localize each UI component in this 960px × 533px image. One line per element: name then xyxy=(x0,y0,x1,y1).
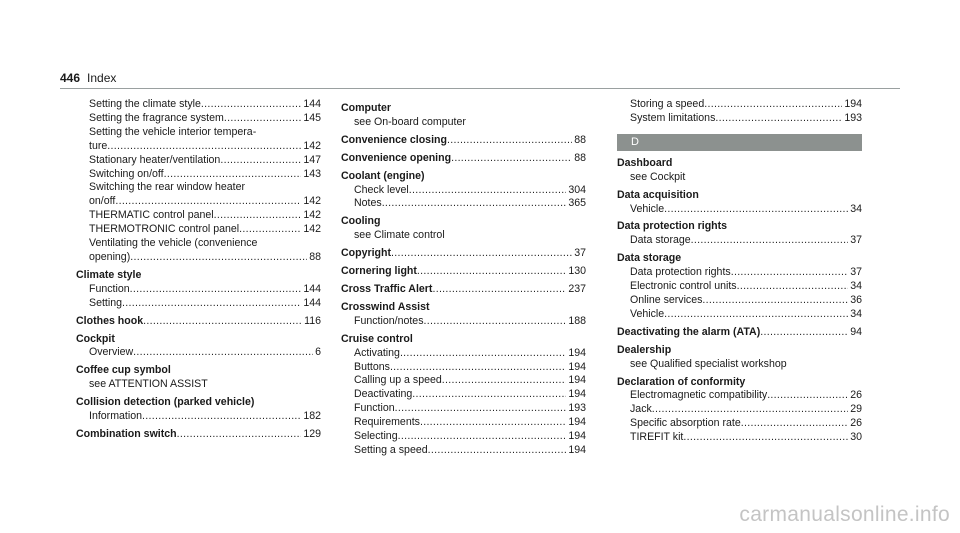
index-subentry xyxy=(341,416,586,430)
index-subentry xyxy=(76,410,321,424)
index-entry-convenience-closing[interactable] xyxy=(341,134,586,148)
page-ref: 304 xyxy=(568,183,586,196)
leader-dots xyxy=(760,326,848,340)
index-subentry[interactable] xyxy=(76,126,321,140)
index-entry-dashboard[interactable] xyxy=(617,157,862,185)
index-subentry-text: Information xyxy=(89,410,142,423)
page-ref: 194 xyxy=(568,374,586,387)
index-subentry-text: Ventilating the vehicle (convenience xyxy=(89,237,258,250)
index-subentry-text: Function/notes xyxy=(354,314,424,327)
index-subentry-text: Data protection rights xyxy=(630,266,731,279)
index-heading-text: Dealership xyxy=(617,343,672,356)
page-ref: 34 xyxy=(850,280,862,293)
index-subentry-text: see Cockpit xyxy=(630,170,686,183)
index-entry-collision[interactable] xyxy=(76,396,321,424)
leader-dots xyxy=(767,389,848,403)
index-continuation xyxy=(76,98,321,265)
index-subentry-text: Notes xyxy=(354,197,382,210)
leader-dots xyxy=(142,410,301,424)
index-subentry[interactable] xyxy=(617,98,862,112)
leader-dots xyxy=(664,203,848,217)
index-heading-text: Deactivating the alarm (ATA) xyxy=(617,325,761,338)
index-heading xyxy=(341,333,586,347)
index-heading-text: Convenience closing xyxy=(341,133,447,146)
page-ref: 144 xyxy=(303,282,321,295)
leader-dots xyxy=(704,98,842,112)
index-subentry-text: THERMATIC control panel xyxy=(89,209,214,222)
index-heading xyxy=(76,364,321,378)
page-ref: 182 xyxy=(303,410,321,423)
index-subentry xyxy=(617,417,862,431)
index-heading xyxy=(341,170,586,184)
page-ref: 6 xyxy=(315,346,321,359)
page-ref: 365 xyxy=(568,197,586,210)
page-ref: 129 xyxy=(303,427,321,440)
leader-dots xyxy=(164,168,302,182)
index-heading-text: Coolant (engine) xyxy=(341,169,425,182)
index-subentry-text: Vehicle xyxy=(630,202,665,215)
page-ref: 193 xyxy=(568,402,586,415)
index-heading-text: Climate style xyxy=(76,268,142,281)
index-subentry xyxy=(617,234,862,248)
leader-dots xyxy=(741,417,848,431)
index-subentry-text: Specific absorption rate xyxy=(630,417,741,430)
leader-dots xyxy=(683,431,848,445)
index-subentry xyxy=(617,203,862,217)
index-subentry-text: Jack xyxy=(630,403,652,416)
index-subentry-text: Data storage xyxy=(630,234,691,247)
index-entry-dealership[interactable] xyxy=(617,344,862,372)
index-heading-text: Cooling xyxy=(341,215,381,228)
index-heading xyxy=(617,344,862,358)
leader-dots xyxy=(177,428,302,442)
index-subentry-text: Switching on/off xyxy=(89,167,164,180)
index-heading-text: Cockpit xyxy=(76,332,115,345)
index-subentry[interactable] xyxy=(76,112,321,126)
index-subentry xyxy=(341,197,586,211)
index-entry-deactivating-alarm[interactable] xyxy=(617,326,862,340)
leader-dots xyxy=(391,247,572,261)
index-entry-cruise[interactable] xyxy=(341,333,586,458)
index-subentry[interactable] xyxy=(76,251,321,265)
page-ref: 194 xyxy=(568,360,586,373)
index-heading-text: Data storage xyxy=(617,252,682,265)
page-ref: 36 xyxy=(850,293,862,306)
page-header xyxy=(60,71,116,85)
index-heading xyxy=(341,102,586,116)
leader-dots xyxy=(400,347,566,361)
page-ref: 193 xyxy=(844,111,862,124)
index-subentry-text: Electromagnetic compatibility xyxy=(630,389,768,402)
index-subentry xyxy=(341,388,586,402)
leader-dots xyxy=(432,283,566,297)
index-subentry-text: Switching the rear window heater xyxy=(89,181,246,194)
page-ref: 142 xyxy=(303,139,321,152)
index-heading xyxy=(617,326,862,340)
index-subentry xyxy=(617,308,862,322)
index-subentry-text: System limitations xyxy=(630,111,716,124)
index-continuation xyxy=(617,98,862,126)
index-heading xyxy=(341,247,586,261)
index-entry-cockpit[interactable] xyxy=(76,333,321,361)
index-subentry xyxy=(617,294,862,308)
index-heading-text: Copyright xyxy=(341,247,392,260)
page-ref: 37 xyxy=(850,234,862,247)
leader-dots xyxy=(398,430,567,444)
index-column-1 xyxy=(76,98,321,446)
index-heading xyxy=(341,301,586,315)
index-heading xyxy=(341,134,586,148)
index-subentry xyxy=(341,361,586,375)
index-subentry[interactable] xyxy=(76,223,321,237)
page-ref: 194 xyxy=(568,346,586,359)
index-subentry xyxy=(341,430,586,444)
index-entry-coffee-cup[interactable] xyxy=(76,364,321,392)
index-subentry-text: Activating xyxy=(354,346,400,359)
index-subentry xyxy=(76,297,321,311)
index-subentry xyxy=(341,347,586,361)
index-heading-text: Declaration of conformity xyxy=(617,375,746,388)
leader-dots xyxy=(143,315,302,329)
index-subentry xyxy=(76,346,321,360)
page-ref: 194 xyxy=(568,443,586,456)
index-heading-text: Collision detection (parked vehicle) xyxy=(76,396,255,409)
index-subentry xyxy=(76,378,321,392)
index-entry-cross-traffic[interactable] xyxy=(341,283,586,297)
index-entry-declaration[interactable] xyxy=(617,376,862,446)
page-number: 446 xyxy=(60,71,81,85)
index-heading-text: Crosswind Assist xyxy=(341,300,430,313)
index-subentry-text: Setting the vehicle interior tempera- xyxy=(89,125,257,138)
page-ref: 188 xyxy=(568,314,586,327)
index-heading-text: Clothes hook xyxy=(76,314,144,327)
page-ref: 142 xyxy=(303,195,321,208)
index-subentry xyxy=(617,389,862,403)
page-ref: 194 xyxy=(568,388,586,401)
page-ref: 144 xyxy=(303,98,321,110)
index-subentry-text: Electronic control units xyxy=(630,280,737,293)
page-title: Index xyxy=(87,71,117,85)
page-ref: 34 xyxy=(850,202,862,215)
index-subentry-text: THERMOTRONIC control panel xyxy=(89,223,240,236)
leader-dots xyxy=(130,251,307,265)
leader-dots xyxy=(395,402,567,416)
index-entry-data-storage[interactable] xyxy=(617,252,862,322)
leader-dots xyxy=(731,266,849,280)
index-subentry-text: opening) xyxy=(89,250,131,263)
leader-dots xyxy=(451,152,572,166)
page-ref: 194 xyxy=(844,98,862,110)
leader-dots xyxy=(691,234,849,248)
index-subentry-text: Online services xyxy=(630,293,703,306)
index-heading xyxy=(76,315,321,329)
index-heading xyxy=(341,152,586,166)
index-heading xyxy=(341,265,586,279)
index-heading xyxy=(617,252,862,266)
leader-dots xyxy=(239,223,301,237)
page-ref: 142 xyxy=(303,223,321,236)
index-subentry[interactable] xyxy=(76,154,321,168)
index-subentry-text: Stationary heater/ventilation xyxy=(89,153,221,166)
leader-dots xyxy=(715,112,842,126)
index-subentry[interactable] xyxy=(76,237,321,251)
index-subentry-text: Function xyxy=(89,282,130,295)
page-ref: 144 xyxy=(303,296,321,309)
leader-dots xyxy=(737,280,849,294)
index-heading xyxy=(341,283,586,297)
index-entry-cooling[interactable] xyxy=(341,215,586,243)
index-subentry[interactable] xyxy=(76,209,321,223)
index-entry-combination-switch[interactable] xyxy=(76,428,321,442)
index-heading xyxy=(341,215,586,229)
index-subentry-text: on/off xyxy=(89,195,116,208)
index-subentry-text: Storing a speed xyxy=(630,98,705,110)
leader-dots xyxy=(220,154,301,168)
leader-dots xyxy=(382,197,567,211)
leader-dots xyxy=(412,388,566,402)
index-entry-computer[interactable] xyxy=(341,102,586,130)
leader-dots xyxy=(409,184,567,198)
section-letter-d: D xyxy=(617,134,862,151)
leader-dots xyxy=(107,140,301,154)
index-heading xyxy=(76,269,321,283)
index-subentry xyxy=(617,431,862,445)
index-subentry[interactable] xyxy=(76,181,321,195)
index-subentry xyxy=(76,283,321,297)
index-subentry-text: ture xyxy=(89,139,108,152)
index-subentry-text: Vehicle xyxy=(630,307,665,320)
index-subentry-text: Selecting xyxy=(354,430,398,443)
index-entry-convenience-opening[interactable] xyxy=(341,152,586,166)
leader-dots xyxy=(201,98,301,112)
index-subentry xyxy=(341,444,586,458)
leader-dots xyxy=(447,134,572,148)
page-ref: 142 xyxy=(303,209,321,222)
index-subentry xyxy=(341,315,586,329)
index-entry-copyright[interactable] xyxy=(341,247,586,261)
index-subentry-text: Deactivating xyxy=(354,388,413,401)
index-subentry-text: Setting xyxy=(89,296,122,309)
index-heading-text: Data protection rights xyxy=(617,220,728,233)
index-entry-crosswind[interactable] xyxy=(341,301,586,329)
leader-dots xyxy=(133,346,313,360)
leader-dots xyxy=(442,374,567,388)
index-subentry-text: see ATTENTION ASSIST xyxy=(89,378,208,391)
index-heading xyxy=(617,157,862,171)
page-ref: 194 xyxy=(568,416,586,429)
leader-dots xyxy=(115,195,301,209)
index-subentry[interactable] xyxy=(76,168,321,182)
index-subentry[interactable] xyxy=(76,140,321,154)
index-subentry-text: TIREFIT kit xyxy=(630,431,684,444)
leader-dots xyxy=(424,315,567,329)
page-ref: 88 xyxy=(574,151,586,164)
index-heading xyxy=(76,396,321,410)
index-subentry-text: see Climate control xyxy=(354,229,445,242)
leader-dots xyxy=(122,297,301,311)
index-entry-data-acquisition[interactable] xyxy=(617,189,862,217)
leader-dots xyxy=(652,403,848,417)
index-entry-coolant[interactable] xyxy=(341,170,586,212)
leader-dots xyxy=(664,308,848,322)
leader-dots xyxy=(130,283,302,297)
page-ref: 88 xyxy=(309,250,321,263)
page-ref: 145 xyxy=(303,111,321,124)
index-heading xyxy=(76,428,321,442)
index-entry-data-protection[interactable] xyxy=(617,220,862,248)
index-heading-text: Combination switch xyxy=(76,427,177,440)
index-entry-cornering-light[interactable] xyxy=(341,265,586,279)
index-heading xyxy=(617,189,862,203)
page-ref: 26 xyxy=(850,389,862,402)
leader-dots xyxy=(702,294,848,308)
index-column-3 xyxy=(617,98,862,449)
index-subentry-text: Function xyxy=(354,402,395,415)
index-heading xyxy=(76,333,321,347)
page-ref: 37 xyxy=(574,247,586,260)
page-ref: 26 xyxy=(850,417,862,430)
index-subentry xyxy=(341,374,586,388)
index-subentry-text: Check level xyxy=(354,183,409,196)
index-subentry-text: see Qualified specialist workshop xyxy=(630,357,787,370)
index-subentry-text: Setting the climate style xyxy=(89,98,201,110)
index-subentry xyxy=(617,403,862,417)
index-subentry-text: Setting the fragrance system xyxy=(89,111,224,124)
index-subentry[interactable] xyxy=(617,112,862,126)
index-subentry[interactable] xyxy=(76,98,321,112)
page-ref: 88 xyxy=(574,133,586,146)
index-subentry xyxy=(341,229,586,243)
index-heading xyxy=(617,220,862,234)
watermark: carmanualsonline.info xyxy=(739,503,950,526)
page-ref: 130 xyxy=(568,265,586,278)
page-ref: 237 xyxy=(568,282,586,295)
page-ref: 147 xyxy=(303,153,321,166)
index-entry-clothes-hook[interactable] xyxy=(76,315,321,329)
index-subentry-text: see On-board computer xyxy=(354,115,466,128)
leader-dots xyxy=(224,112,301,126)
index-subentry xyxy=(341,402,586,416)
index-subentry xyxy=(341,116,586,130)
leader-dots xyxy=(417,265,566,279)
leader-dots xyxy=(214,209,302,223)
index-column-2 xyxy=(341,102,586,462)
index-subentry-text: Requirements xyxy=(354,416,420,429)
index-heading-text: Data acquisition xyxy=(617,188,699,201)
index-heading-text: Convenience opening xyxy=(341,151,452,164)
index-subentry xyxy=(617,266,862,280)
index-heading-text: Dashboard xyxy=(617,156,673,169)
page-ref: 29 xyxy=(850,403,862,416)
page-ref: 94 xyxy=(850,325,862,338)
page-ref: 143 xyxy=(303,167,321,180)
index-entry-climate-style[interactable] xyxy=(76,269,321,311)
index-subentry-text: Calling up a speed xyxy=(354,374,442,387)
index-subentry xyxy=(341,184,586,198)
index-heading xyxy=(617,376,862,390)
page-ref: 34 xyxy=(850,307,862,320)
index-subentry[interactable] xyxy=(76,195,321,209)
page-ref: 194 xyxy=(568,430,586,443)
index-heading-text: Cornering light xyxy=(341,265,417,278)
header-divider xyxy=(60,88,900,89)
index-subentry-text: Buttons xyxy=(354,360,390,373)
index-subentry-text: Overview xyxy=(89,346,134,359)
page-ref: 30 xyxy=(850,431,862,444)
index-subentry xyxy=(617,280,862,294)
index-heading-text: Computer xyxy=(341,102,392,114)
leader-dots xyxy=(390,361,566,375)
leader-dots xyxy=(428,444,567,458)
index-subentry-text: Setting a speed xyxy=(354,443,428,456)
page-ref: 37 xyxy=(850,266,862,279)
leader-dots xyxy=(420,416,566,430)
index-subentry xyxy=(617,358,862,372)
index-heading-text: Cruise control xyxy=(341,332,413,345)
index-subentry xyxy=(617,171,862,185)
page-ref: 116 xyxy=(304,314,321,327)
index-heading-text: Coffee cup symbol xyxy=(76,364,171,377)
index-heading-text: Cross Traffic Alert xyxy=(341,282,433,295)
